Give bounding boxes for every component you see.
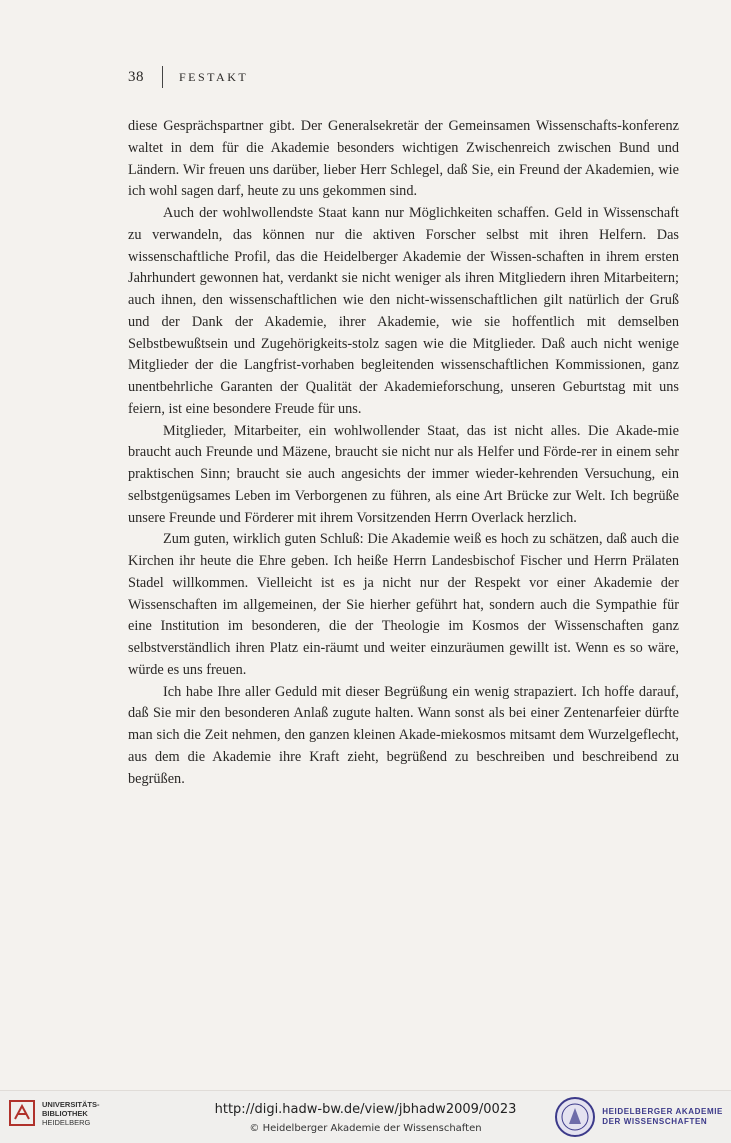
academy-name-line2: DER WISSENSCHAFTEN	[602, 1117, 708, 1126]
copyright-notice: © Heidelberger Akademie der Wissenschaften	[249, 1123, 482, 1134]
paragraph-2: Auch der wohlwollendste Staat kann nur Möglichkeiten schaffen. Geld in Wissenschaft zu verwandeln, das können nur die aktiven Forscher selbst mit ihren Helfern. Das wissenschaftliche Profil, das die Heidelberger Akademie der Wissen-schaften in ihrem ersten Jahrhundert gewonnen hat, verdankt sie nicht weniger als ihren Mitgliedern ihren Mitarbeitern; auch ihnen, den wissenschaftlichen wie den nicht-wissenschaftlichen gilt natürlich der Gruß und der Dank der Akademie, ihrer Akademie, wie sie hoffentlich mit demselben Selbstbewußtsein und Zugehörigkeits-stolz sagen wie die Mitglieder. Daß auch nicht wenige Mitglieder der die Langfrist-vorhaben begleitenden wissenschaftlichen Kommissionen, ganz unentbehrliche Garanten der Qualität der Akademieforschung, unseren Geburtstag mit uns feiern, ist eine besondere Freude für uns.	[128, 205, 679, 417]
paragraph-3: Mitglieder, Mitarbeiter, ein wohlwollender Staat, das ist nicht alles. Die Akade-mie braucht auch Freunde und Mäzene, braucht sie nicht nur als Helfer und Förde-rer in einem sehr praktischen Sinn; braucht sie auch angesichts der immer wieder-kehrenden Versuchung, ein selbstgenügsames Leben im Verborgenen zu führen, als eine Art Brücke zur Welt. Ich begrüße unsere Freunde und Förderer mit ihrem Vorsitzenden Herrn Overlack herzlich.	[128, 422, 679, 526]
section-title: FESTAKT	[179, 69, 249, 84]
body-text	[128, 116, 679, 790]
running-head	[128, 66, 248, 88]
paragraph-4: Zum guten, wirklich guten Schluß: Die Akademie weiß es hoch zu schätzen, daß auch die Kirchen ihr heute die Ehre geben. Ich heiße Herrn Landesbischof Fischer und Herrn Prälaten Stadel willkommen. Vielleicht ist es ja nicht nur der Respekt vor einer Akademie der Wissenschaften im allgemeinen, der Sie hierher geführt hat, sondern auch die Sympathie für eine Institution im besonderen, die der Theologie im Kosmos der Wissenschaften ganz selbstverständlich ihren Platz ein-räumt und weiter einzuräumen gewillt ist. Wenn es so wäre, würde es uns freuen.	[128, 531, 679, 678]
page-number: 38	[128, 68, 144, 85]
academy-logo[interactable]	[554, 1096, 723, 1138]
library-name-line1: UNIVERSITÄTS-	[42, 1099, 100, 1109]
library-name-line2: BIBLIOTHEK	[42, 1108, 88, 1118]
paragraph-1: diese Gesprächspartner gibt. Der Generalsekretär der Gemeinsamen Wissenschafts-konferenz waltet in dem für die Akademie besonders wichtigen Zwischenreich zwischen Bund und Ländern. Wir freuen uns darüber, lieber Herr Schlegel, daß Sie, ein Freund der Akademien, wie ich wohl sagen darf, heute zu uns gekommen sind.	[128, 118, 679, 200]
academy-seal-icon	[554, 1096, 596, 1138]
library-city: HEIDELBERG	[42, 1117, 91, 1127]
viewer-footer	[0, 1090, 731, 1143]
permalink-url[interactable]: http://digi.hadw-bw.de/view/jbhadw2009/0023	[214, 1102, 517, 1117]
paragraph-5: Ich habe Ihre aller Geduld mit dieser Begrüßung ein wenig strapaziert. Ich hoffe darauf, daß Sie mir den besonderen Anlaß zugute halten. Wann sonst als bei einer Zentenarfeier dürfte man sich die Zeit nehmen, den ganzen kleinen Akade-miekosmos mitsamt dem Wurzelgeflecht, aus dem die Akademie ihre Kraft zieht, begrüßend zu beschreiben und beschreibend zu begrüßen.	[128, 683, 679, 787]
academy-name-line1: HEIDELBERGER AKADEMIE	[602, 1107, 723, 1116]
header-divider	[162, 66, 163, 88]
